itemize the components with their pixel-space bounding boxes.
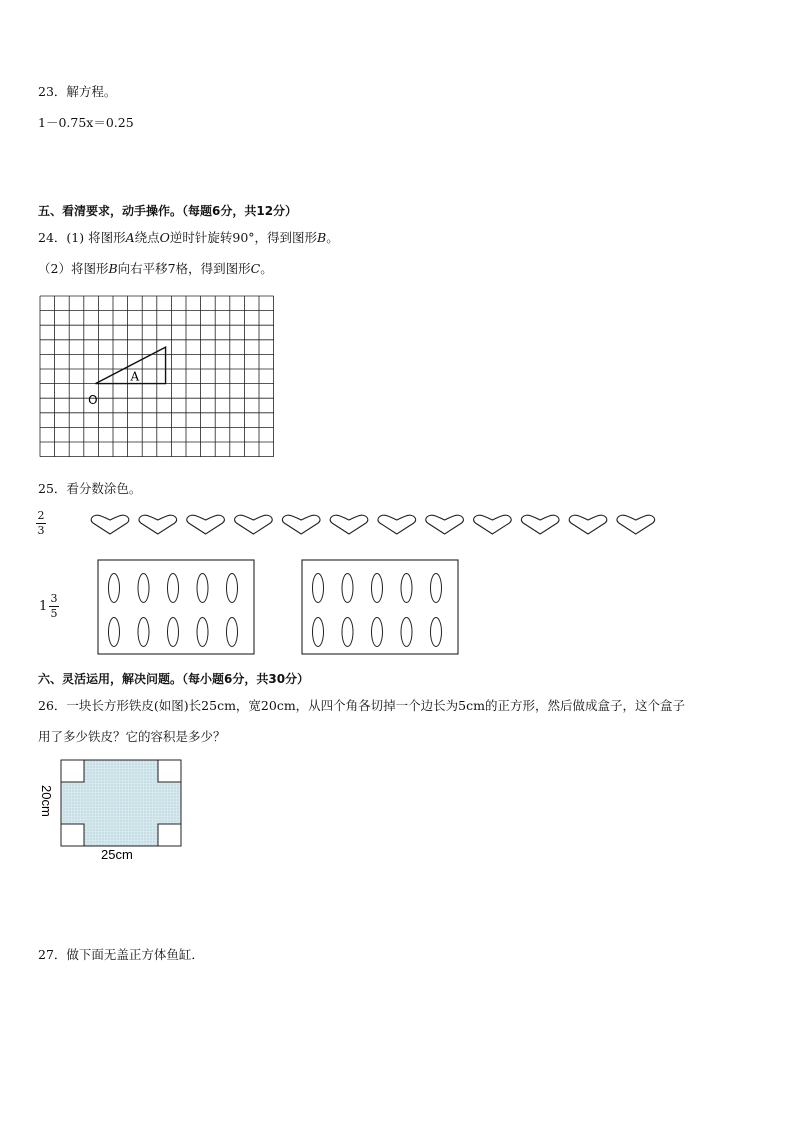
heart-shape[interactable] [91,515,129,534]
corner-square [158,824,181,846]
heart-shape[interactable] [330,515,368,534]
rotation-grid [38,294,278,464]
width-label: 25cm [101,847,133,862]
ellipse-shape[interactable] [372,574,383,603]
q27-title: 27．做下面无盖正方体鱼缸． [38,947,204,962]
heart-shape[interactable] [426,515,464,534]
ellipse-shape[interactable] [401,574,412,603]
ellipse-shape[interactable] [109,618,120,647]
ellipse-shape[interactable] [431,574,442,603]
heart-shape[interactable] [569,515,607,534]
section6-heading: 六、灵活运用，解决问题。（每小题6分，共30分） [38,672,310,686]
heart-shape[interactable] [378,515,416,534]
heart-shape[interactable] [187,515,225,534]
corner-square [61,824,84,846]
q23-equation: 1－0.75x＝0.25 [38,115,134,130]
heart-shape[interactable] [235,515,273,534]
ellipse-shape[interactable] [342,618,353,647]
fraction-three-fifths: 3 5 [50,592,58,620]
ellipse-shape[interactable] [197,574,208,603]
ellipse-shape[interactable] [138,574,149,603]
height-label: 20cm [39,785,54,817]
heart-shape[interactable] [521,515,559,534]
ellipse-shape[interactable] [401,618,412,647]
ellipse-shape[interactable] [197,618,208,647]
q24-line1: 24．(1) 将图形A绕点O逆时针旋转90°，得到图形B。 [38,230,339,245]
q25-title: 25．看分数涂色。 [38,481,142,496]
triangle-label: A [130,369,140,384]
heart-shape[interactable] [282,515,320,534]
corner-square [158,760,181,782]
ellipse-shape[interactable] [431,618,442,647]
mixed-whole: 1 [39,599,48,614]
ellipse-boxes [96,558,516,658]
ellipse-shape[interactable] [168,574,179,603]
heart-row [88,511,668,539]
ellipse-shape[interactable] [313,574,324,603]
q24-line2: （2）将图形B向右平移7格，得到图形C。 [38,261,273,276]
q23-title: 23．解方程。 [38,84,117,99]
ellipse-shape[interactable] [168,618,179,647]
heart-shape[interactable] [474,515,512,534]
ellipse-shape[interactable] [372,618,383,647]
ellipse-shape[interactable] [313,618,324,647]
q26-line2: 用了多少铁皮？它的容积是多少？ [38,729,226,744]
section5-heading: 五、看清要求，动手操作。（每题6分，共12分） [38,204,298,218]
q26-line1: 26．一块长方形铁皮(如图)长25cm，宽20cm，从四个角各切掉一个边长为5cm的正方形，然后做成盒子，这个盒子 [38,698,685,713]
corner-square [61,760,84,782]
point-o-label: O [88,393,98,408]
fraction-two-thirds: 2 3 [37,509,45,537]
heart-shape[interactable] [617,515,655,534]
ellipse-shape[interactable] [138,618,149,647]
ellipse-shape[interactable] [227,618,238,647]
sheet-diagram [36,757,196,867]
ellipse-shape[interactable] [109,574,120,603]
ellipse-shape[interactable] [227,574,238,603]
heart-shape[interactable] [139,515,177,534]
ellipse-shape[interactable] [342,574,353,603]
